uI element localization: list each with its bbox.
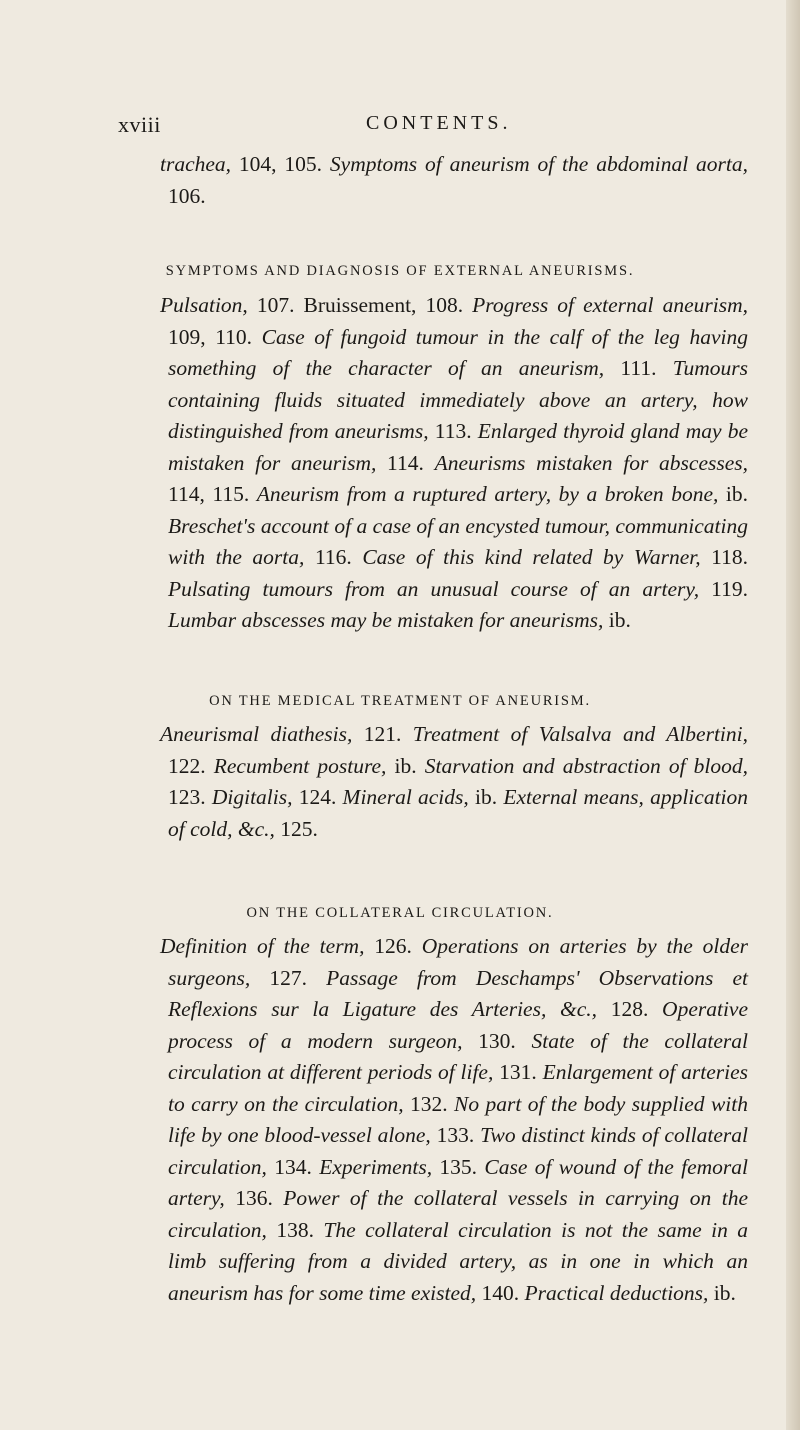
entry-page-ref: 136.: [224, 1186, 284, 1210]
entry-page-ref: 133.: [430, 1123, 481, 1147]
entry-page-ref: 113.: [428, 419, 478, 443]
entry-title-text: Pulsating tumours from an unusual course of an artery,: [168, 576, 700, 601]
entry-page-ref: 125.: [274, 816, 318, 841]
entry-title-text: Aneurism from a ruptured artery, by a broken bone,: [256, 482, 719, 506]
entry-page-ref: 122.: [168, 753, 214, 778]
entry-title-text: State of the collateral circulation at different periods of life,: [168, 1028, 749, 1084]
entry-page-ref: 109, 110.: [168, 324, 262, 349]
entry-title-text: Experiments,: [319, 1154, 433, 1179]
entry-title-text: Mineral acids,: [342, 785, 469, 809]
section-heading-medical-treatment: ON THE MEDICAL TREATMENT OF ANEURISM.: [209, 693, 591, 709]
entry-title-text: Symptoms of aneurism of the abdominal aorta,: [329, 152, 748, 176]
entry-page-ref: 134.: [266, 1154, 320, 1179]
entry-page-ref: 119.: [699, 576, 749, 601]
contents-entry-0: [160, 149, 748, 212]
entry-title-text: Definition of the term,: [160, 934, 365, 958]
entry-page-ref: 132.: [403, 1091, 454, 1116]
contents-entry-2: [160, 719, 748, 845]
entry-title-text: Starvation and abstraction of blood,: [424, 753, 749, 778]
entry-title-text: trachea,: [160, 152, 232, 176]
entry-page-ref: 128.: [597, 997, 663, 1021]
entry-title-text: Treatment of Valsalva and Albertini,: [412, 722, 749, 746]
page-header: [118, 112, 718, 142]
entry-title-text: Case of wound of the femoral artery,: [168, 1154, 749, 1210]
entry-title-text: The collateral circulation is not the same in a limb suffering from a divided artery, as in one in which an aneurism has for some time existed,: [168, 1217, 748, 1305]
running-title: CONTENTS.: [366, 112, 512, 134]
entry-page-ref: 106.: [168, 183, 206, 208]
entry-title-text: Passage from Deschamps' Observations et Reflexions sur la Ligature des Arteries, &c.,: [168, 965, 748, 1021]
entry-page-ref: 124.: [292, 785, 343, 809]
entry-title-text: Digitalis,: [211, 785, 293, 809]
entry-page-ref: ib.: [468, 785, 504, 809]
entry-page-ref: 135.: [432, 1154, 485, 1179]
entry-title-text: Practical deductions,: [524, 1280, 709, 1305]
entry-page-ref: ib.: [708, 1280, 736, 1305]
entry-title-text: Lumbar abscesses may be mistaken for aneurisms,: [168, 608, 604, 632]
entry-title-text: Recumbent posture,: [213, 753, 387, 778]
entry-title-text: Enlarged thyroid gland may be mistaken for aneurism,: [168, 419, 748, 475]
section-heading-collateral-circulation: ON THE COLLATERAL CIRCULATION.: [246, 905, 554, 921]
entry-page-ref: 130.: [462, 1028, 532, 1053]
entry-title-text: Operations on arteries by the older surgeons,: [168, 934, 749, 990]
entry-title-text: Enlargement of arteries to carry on the circulation,: [168, 1060, 749, 1116]
entry-page-ref: 121.: [352, 722, 413, 746]
entry-page-ref: 140.: [476, 1280, 525, 1305]
entry-title-text: Operative process of a modern surgeon,: [168, 997, 749, 1053]
entry-title-text: Two distinct kinds of collateral circulation,: [168, 1123, 748, 1179]
entry-title-text: No part of the body supplied with life by one blood-vessel alone,: [168, 1091, 748, 1147]
entry-page-ref: ib.: [386, 753, 425, 778]
entry-title-text: Case of fungoid tumour in the calf of the leg having something of the character of an aneurism,: [168, 324, 748, 380]
entry-page-ref: ib.: [603, 608, 631, 632]
entry-page-ref: ib.: [718, 482, 748, 506]
entry-page-ref: 107. Bruissement, 108.: [247, 293, 473, 317]
entry-title-text: Tumours containing fluids situated immediately above an artery, how distinguished from aneurisms,: [168, 356, 749, 443]
entry-page-ref: 114, 115.: [168, 482, 257, 506]
entry-title-text: Aneurismal diathesis,: [160, 722, 353, 746]
entry-page-ref: 104, 105.: [231, 152, 330, 176]
contents-entry-3: [160, 931, 748, 1309]
entry-title-text: External means, application of cold, &c.,: [168, 785, 749, 841]
entry-page-ref: 118.: [700, 545, 748, 569]
entry-page-ref: 123.: [168, 785, 212, 809]
entry-page-ref: 116.: [304, 545, 363, 569]
entry-page-ref: 127.: [250, 965, 327, 990]
entry-title-text: Case of this kind related by Warner,: [362, 545, 701, 569]
contents-entry-1: [160, 290, 748, 637]
entry-page-ref: 131.: [493, 1060, 543, 1084]
entry-page-ref: 114.: [376, 450, 435, 475]
entry-title-text: Pulsation,: [160, 293, 248, 317]
page-edge-shadow: [786, 0, 800, 1430]
entry-page-ref: 111.: [604, 356, 673, 380]
section-heading-external-aneurisms: SYMPTOMS AND DIAGNOSIS OF EXTERNAL ANEURISMS.: [165, 263, 635, 279]
entry-title-text: Progress of external aneurism,: [472, 293, 748, 317]
entry-title-text: Aneurisms mistaken for abscesses,: [434, 450, 749, 475]
entry-page-ref: 126.: [364, 934, 422, 958]
entry-page-ref: 138.: [266, 1217, 324, 1242]
entry-title-text: Power of the collateral vessels in carrying on the circulation,: [168, 1186, 748, 1242]
page-number: xviii: [118, 112, 161, 137]
entry-title-text: Breschet's account of a case of an encysted tumour, communicating with the aorta,: [168, 513, 748, 569]
